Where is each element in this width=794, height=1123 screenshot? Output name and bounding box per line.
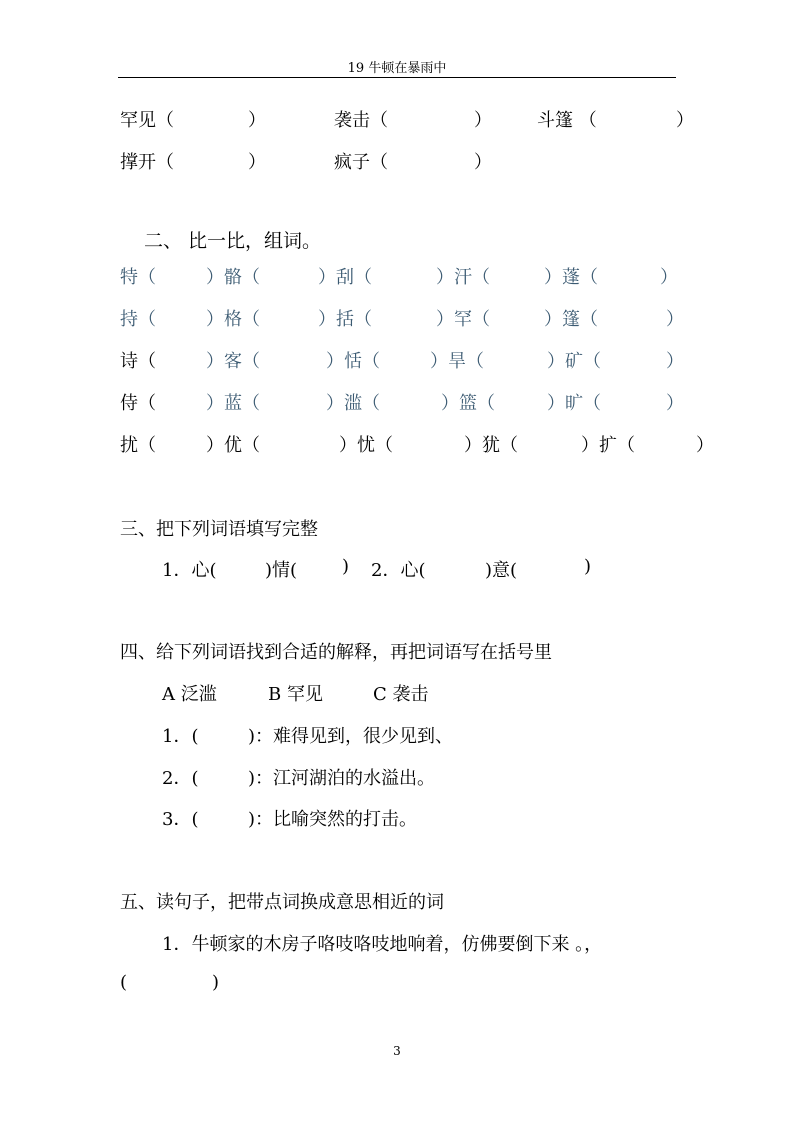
paren-close: ） xyxy=(474,152,492,173)
paren-close: ） xyxy=(248,152,266,173)
word-xiji: 袭击（ xyxy=(334,110,388,131)
compare-cell: ）篷（ xyxy=(544,309,598,330)
fill-part: ) xyxy=(342,556,350,577)
compare-cell: ）扩（ xyxy=(581,435,635,456)
compare-cell: 侍（ xyxy=(120,393,156,414)
paren-close: ） xyxy=(676,110,694,131)
compare-cell: ）旱（ xyxy=(430,351,484,372)
match-item-open: 2．( xyxy=(162,768,199,789)
compare-cell: ）蓝（ xyxy=(206,393,260,414)
compare-cell: ）滥（ xyxy=(326,393,380,414)
compare-cell: ）优（ xyxy=(206,435,260,456)
match-item-definition: )：江河湖泊的水溢出。 xyxy=(248,768,436,789)
compare-cell: ）恬（ xyxy=(326,351,380,372)
section-4-title: 四、给下列词语找到合适的解释，再把词语写在括号里 xyxy=(120,642,552,663)
compare-cell: 持（ xyxy=(120,309,156,330)
section-3-title: 三、把下列词语填写完整 xyxy=(120,519,318,540)
section-2-title: 二、 比一比，组词。 xyxy=(144,230,322,252)
compare-cell: ） xyxy=(666,309,684,330)
compare-cell: ）罕（ xyxy=(436,309,490,330)
option-b: B 罕见 xyxy=(268,684,323,705)
compare-cell: ）矿（ xyxy=(547,351,601,372)
compare-cell: ）旷（ xyxy=(547,393,601,414)
compare-cell: 特（ xyxy=(120,267,156,288)
compare-cell: ） xyxy=(666,393,684,414)
option-a: A 泛滥 xyxy=(162,684,217,705)
compare-cell: ）忧（ xyxy=(339,435,393,456)
compare-cell: ）格（ xyxy=(206,309,260,330)
match-item-definition: )：比喻突然的打击。 xyxy=(248,809,418,830)
section-5-title: 五、读句子，把带点词换成意思相近的词 xyxy=(120,892,444,913)
fill-part: 2．心( xyxy=(371,560,426,581)
running-header: 19 牛顿在暴雨中 xyxy=(347,61,447,76)
compare-cell: ）蓬（ xyxy=(544,267,598,288)
compare-cell: ） xyxy=(666,351,684,372)
compare-cell: ）篮（ xyxy=(441,393,495,414)
compare-cell: ）汗（ xyxy=(436,267,490,288)
compare-cell: 扰（ xyxy=(120,435,156,456)
word-chengkai: 撑开（ xyxy=(120,152,174,173)
word-hanjian: 罕见（ xyxy=(120,110,174,131)
fill-part: 1．心( xyxy=(162,560,217,581)
match-item-open: 3．( xyxy=(162,809,199,830)
compare-cell: ）括（ xyxy=(318,309,372,330)
answer-paren-close: ) xyxy=(212,972,220,993)
compare-cell: ）刮（ xyxy=(318,267,372,288)
compare-cell: ）客（ xyxy=(206,351,260,372)
compare-cell: ） xyxy=(696,435,714,456)
compare-cell: ）犹（ xyxy=(464,435,518,456)
compare-cell: ） xyxy=(660,267,678,288)
fill-part: )情( xyxy=(265,560,298,581)
option-c: C 袭击 xyxy=(373,684,429,705)
paren-close: ） xyxy=(474,110,492,131)
compare-cell: ）骼（ xyxy=(206,267,260,288)
match-item-open: 1．( xyxy=(162,726,199,747)
word-fengzi: 疯子（ xyxy=(334,152,388,173)
fill-part: ) xyxy=(584,556,592,577)
page-number: 3 xyxy=(393,1044,401,1058)
fill-part: )意( xyxy=(485,560,518,581)
match-item-definition: )：难得见到，很少见到、 xyxy=(248,726,454,747)
word-doupeng: 斗篷 （ xyxy=(537,110,597,131)
header-rule xyxy=(118,77,676,78)
paren-close: ） xyxy=(248,110,266,131)
sentence: 1．牛顿家的木房子咯吱咯吱地响着，仿佛要倒下来 。， xyxy=(162,934,603,955)
answer-paren-open: ( xyxy=(120,972,128,993)
compare-cell: 诗（ xyxy=(120,351,156,372)
